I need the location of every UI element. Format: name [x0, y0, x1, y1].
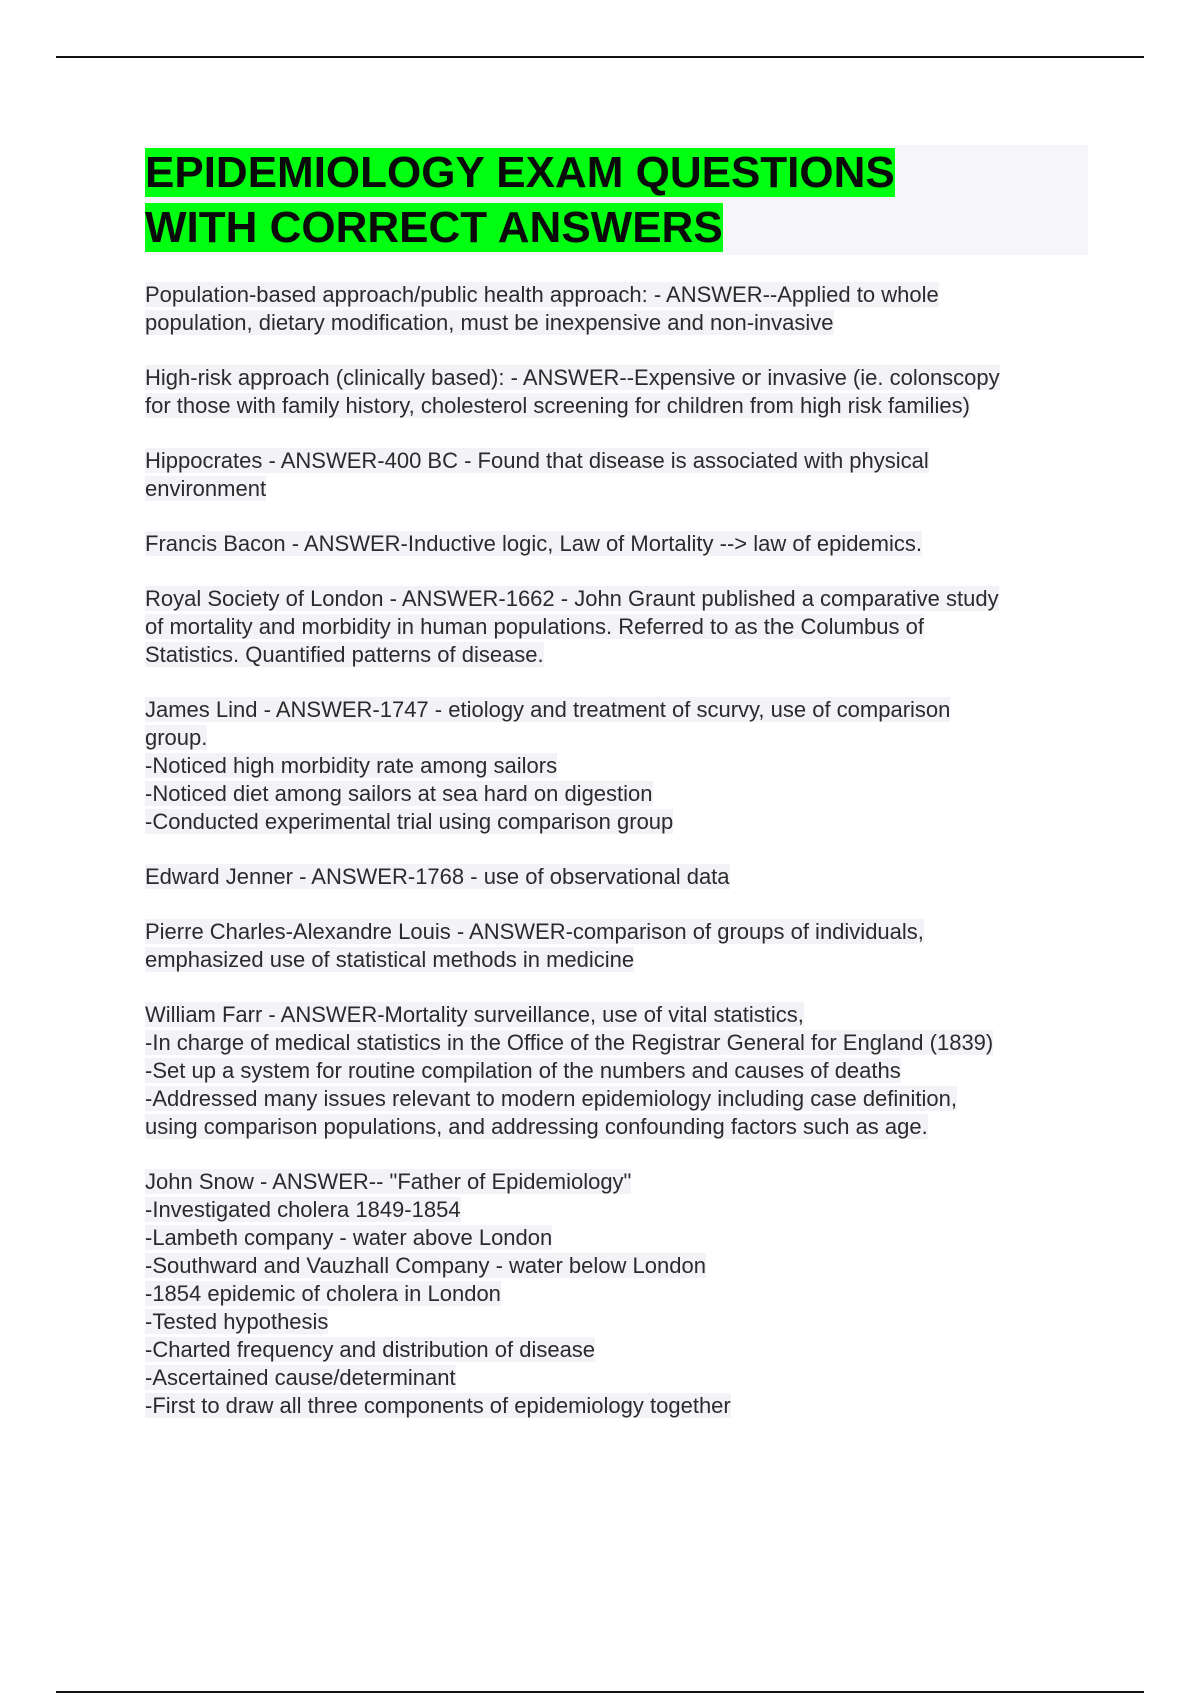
qa-entry [145, 530, 1088, 558]
qa-line [145, 724, 1088, 752]
qa-text: High-risk approach (clinically based): - ANSWER--Expensive or invasive (ie. colonscopy [145, 365, 1000, 390]
qa-text: Hippocrates - ANSWER-400 BC - Found that disease is associated with physical [145, 448, 929, 473]
qa-entry [145, 696, 1088, 836]
qa-line [145, 364, 1088, 392]
qa-line [145, 946, 1088, 974]
qa-text: -Addressed many issues relevant to modern epidemiology including case definition, [145, 1086, 958, 1111]
qa-line [145, 1392, 1088, 1420]
qa-text: -Noticed diet among sailors at sea hard on digestion [145, 781, 653, 806]
qa-line [145, 641, 1088, 669]
qa-line [145, 1280, 1088, 1308]
qa-line [145, 1336, 1088, 1364]
qa-line [145, 696, 1088, 724]
qa-line [145, 309, 1088, 337]
qa-line [145, 1196, 1088, 1224]
top-rule [56, 56, 1144, 58]
qa-line [145, 613, 1088, 641]
qa-text: for those with family history, cholesterol screening for children from high risk families) [145, 393, 970, 418]
qa-text: Pierre Charles-Alexandre Louis - ANSWER-comparison of groups of individuals, [145, 919, 924, 944]
qa-text: using comparison populations, and addressing confounding factors such as age. [145, 1114, 928, 1139]
qa-text: emphasized use of statistical methods in medicine [145, 947, 635, 972]
qa-entry [145, 364, 1088, 420]
qa-text: Statistics. Quantified patterns of disease. [145, 642, 544, 667]
qa-line [145, 1085, 1088, 1113]
qa-text: -Conducted experimental trial using comparison group [145, 809, 674, 834]
qa-line [145, 1029, 1088, 1057]
qa-text: -In charge of medical statistics in the Office of the Registrar General for England (1839) [145, 1030, 994, 1055]
qa-text: -Southward and Vauzhall Company - water below London [145, 1253, 706, 1278]
qa-entry [145, 447, 1088, 503]
qa-text: William Farr - ANSWER-Mortality surveillance, use of vital statistics, [145, 1002, 804, 1027]
qa-line [145, 918, 1088, 946]
qa-text: James Lind - ANSWER-1747 - etiology and treatment of scurvy, use of comparison [145, 697, 951, 722]
qa-line [145, 530, 1088, 558]
qa-text: -1854 epidemic of cholera in London [145, 1281, 501, 1306]
qa-line [145, 447, 1088, 475]
qa-line [145, 808, 1088, 836]
qa-line [145, 1057, 1088, 1085]
qa-line [145, 1113, 1088, 1141]
qa-line [145, 1252, 1088, 1280]
qa-text: -Set up a system for routine compilation of the numbers and causes of deaths [145, 1058, 901, 1083]
qa-line [145, 585, 1088, 613]
qa-line [145, 281, 1088, 309]
qa-line [145, 1308, 1088, 1336]
qa-line [145, 863, 1088, 891]
qa-text: of mortality and morbidity in human populations. Referred to as the Columbus of [145, 614, 924, 639]
qa-text: Francis Bacon - ANSWER-Inductive logic, Law of Mortality --> law of epidemics. [145, 531, 922, 556]
qa-text: -Lambeth company - water above London [145, 1225, 553, 1250]
qa-entry [145, 281, 1088, 337]
qa-line [145, 475, 1088, 503]
qa-entry [145, 585, 1088, 669]
qa-text: population, dietary modification, must be inexpensive and non-invasive [145, 310, 834, 335]
qa-text: -Noticed high morbidity rate among sailors [145, 753, 558, 778]
qa-text: -Charted frequency and distribution of disease [145, 1337, 596, 1362]
qa-text: -Tested hypothesis [145, 1309, 329, 1334]
qa-line [145, 1224, 1088, 1252]
qa-text: Royal Society of London - ANSWER-1662 - John Graunt published a comparative study [145, 586, 999, 611]
qa-text: Population-based approach/public health approach: - ANSWER--Applied to whole [145, 282, 939, 307]
qa-line [145, 780, 1088, 808]
document-title [145, 145, 1088, 255]
qa-line [145, 1168, 1088, 1196]
qa-list [145, 281, 1088, 1420]
qa-text: group. [145, 725, 208, 750]
qa-line [145, 392, 1088, 420]
qa-line [145, 1364, 1088, 1392]
qa-line [145, 1001, 1088, 1029]
document-body [145, 145, 1088, 1447]
qa-entry [145, 918, 1088, 974]
qa-text: Edward Jenner - ANSWER-1768 - use of observational data [145, 864, 730, 889]
qa-entry [145, 1001, 1088, 1141]
qa-text: -First to draw all three components of epidemiology together [145, 1393, 731, 1418]
qa-text: John Snow - ANSWER-- "Father of Epidemiology" [145, 1169, 632, 1194]
qa-text: -Ascertained cause/determinant [145, 1365, 456, 1390]
qa-text: -Investigated cholera 1849-1854 [145, 1197, 461, 1222]
qa-line [145, 752, 1088, 780]
title-line: EPIDEMIOLOGY EXAM QUESTIONS [145, 148, 895, 197]
qa-text: environment [145, 476, 267, 501]
qa-entry [145, 1168, 1088, 1420]
title-line: WITH CORRECT ANSWERS [145, 203, 723, 252]
bottom-rule [56, 1691, 1144, 1693]
qa-entry [145, 863, 1088, 891]
